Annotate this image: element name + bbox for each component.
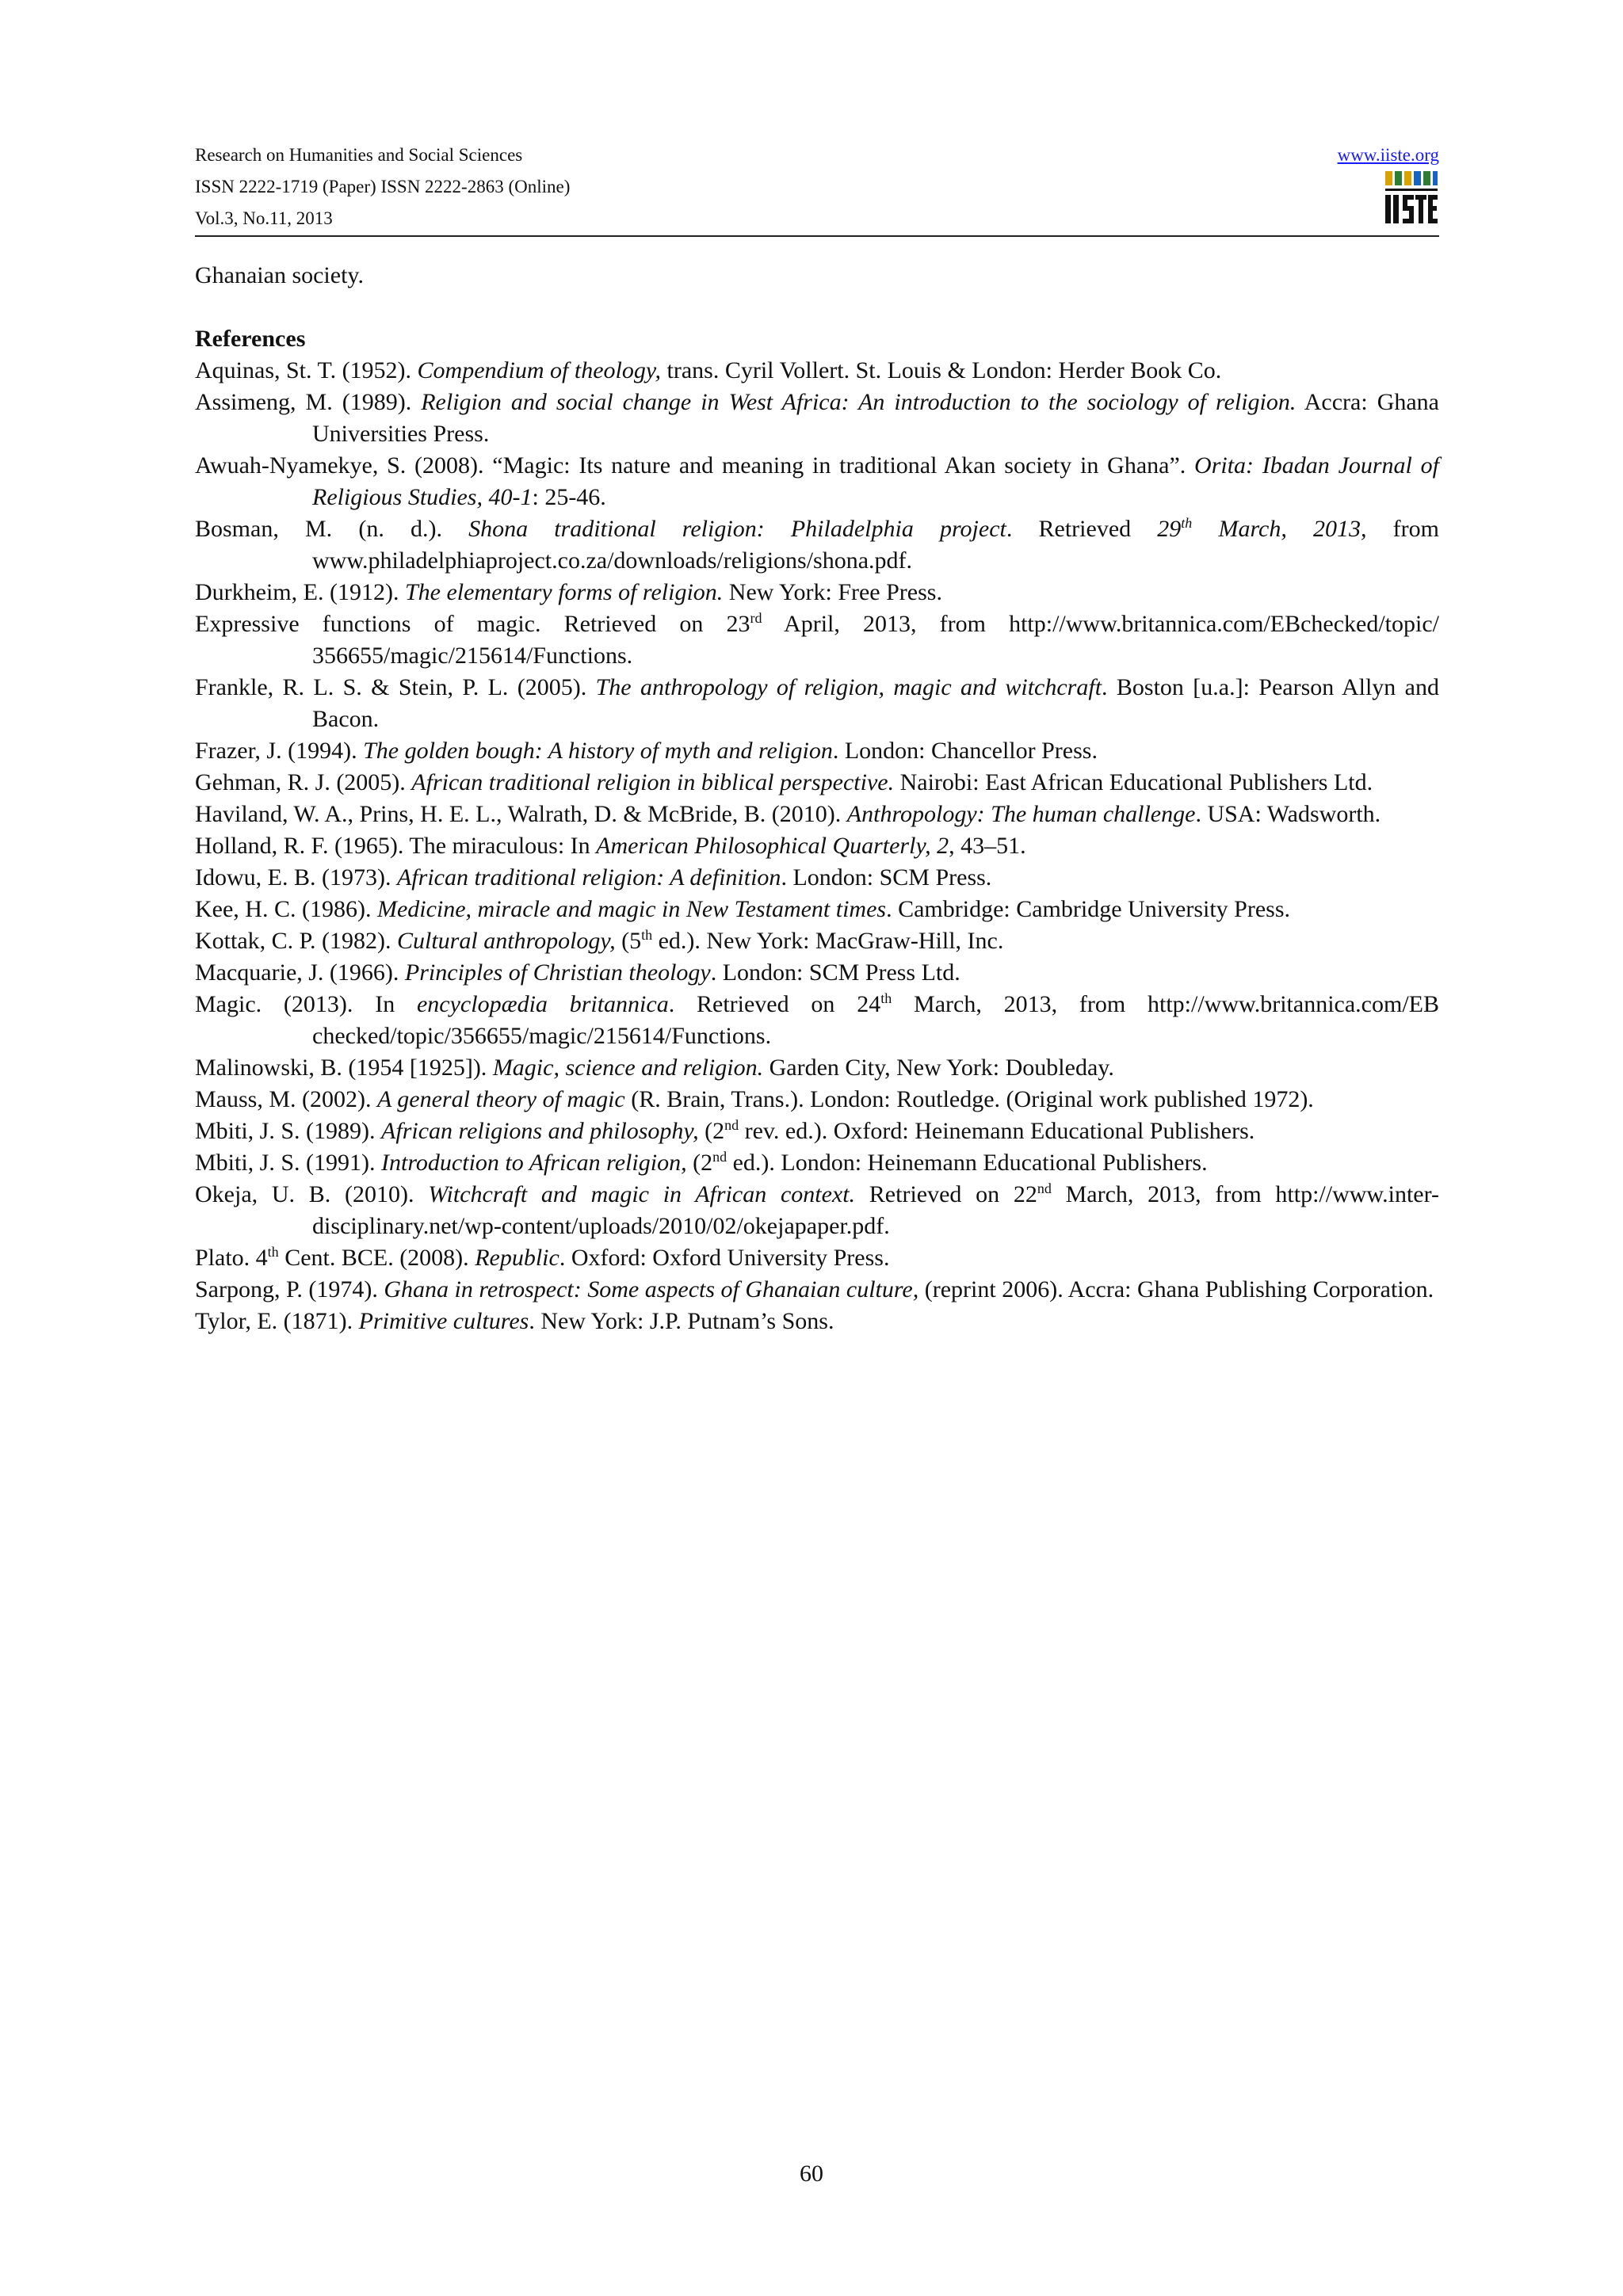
iiste-logo (1384, 170, 1439, 227)
reference-text: Principles of Christian theology (404, 959, 711, 986)
reference-text: Republic (475, 1245, 559, 1271)
reference-text: th (267, 1244, 279, 1260)
reference-entry (195, 1147, 1439, 1179)
reference-text: African religions and philosophy, (381, 1118, 699, 1144)
reference-text: (2 (698, 1118, 725, 1144)
reference-entry (195, 672, 1439, 735)
reference-text: th (1181, 515, 1193, 531)
reference-text: Primitive cultures (358, 1308, 529, 1334)
reference-text: Introduction to African religion, (381, 1150, 687, 1176)
reference-text: Cent. BCE. (2008). (278, 1245, 475, 1271)
reference-text: (R. Brain, Trans.). London: Routledge. (Original work published 1972). (624, 1086, 1314, 1112)
reference-text: encyclopædia britannica (416, 991, 669, 1017)
reference-entry (195, 1242, 1439, 1274)
reference-entry (195, 1306, 1439, 1337)
reference-text: Sarpong, P. (1974). (195, 1276, 384, 1302)
lead-text: Ghanaian society. (195, 262, 364, 288)
journal-name: Research on Humanities and Social Sciences (195, 145, 523, 165)
reference-text: Accra: Ghana Universities Press. (312, 389, 1440, 447)
reference-text: Expressive functions of magic. Retrieved on 23 (195, 611, 750, 637)
reference-text: (reprint 2006). Accra: Ghana Publishing Corporation. (918, 1276, 1434, 1302)
reference-text: Mauss, M. (2002). (195, 1086, 377, 1112)
reference-text: . New York: J.P. Putnam’s Sons. (529, 1308, 834, 1334)
reference-text: . London: Chancellor Press. (832, 738, 1098, 764)
reference-text: rev. ed.). Oxford: Heinemann Educational Publishers. (739, 1118, 1255, 1144)
reference-text: Frankle, R. L. S. & Stein, P. L. (2005). (195, 674, 596, 700)
journal-url-link[interactable]: www.iiste.org (1337, 145, 1439, 165)
reference-text: Plato. 4 (195, 1245, 268, 1271)
reference-text: . Boston [u.a.]: Pearson Allyn and Bacon. (312, 674, 1439, 732)
reference-text: The golden bough: A history of myth and religion (363, 738, 833, 764)
reference-entry (195, 608, 1439, 672)
reference-text: . London: SCM Press Ltd. (710, 959, 960, 986)
reference-text: Holland, R. F. (1965). The miraculous: In (195, 833, 597, 859)
reference-entry (195, 830, 1439, 862)
reference-entry (195, 735, 1439, 767)
reference-entry (195, 767, 1439, 799)
reference-entry (195, 1116, 1439, 1147)
reference-text: Malinowski, B. (1954 [1925]). (195, 1055, 493, 1081)
reference-text: Ghana in retrospect: Some aspects of Ghanaian culture, (384, 1276, 919, 1302)
reference-text: African traditional religion: A definition (396, 864, 781, 891)
reference-entry (195, 1179, 1439, 1242)
reference-text: Retrieved on 22 (855, 1181, 1037, 1207)
reference-text: th (641, 927, 653, 943)
references-title: References (195, 326, 306, 352)
header-rule (195, 235, 1439, 237)
reference-text: Witchcraft and magic in African context. (428, 1181, 856, 1207)
reference-entry (195, 1084, 1439, 1116)
reference-text: Shona traditional religion: Philadelphia project (468, 516, 1006, 542)
reference-text: . Oxford: Oxford University Press. (559, 1245, 890, 1271)
reference-text: Macquarie, J. (1966). (195, 959, 405, 986)
reference-text: Medicine, miracle and magic in New Testament times (376, 896, 887, 922)
reference-text: trans. Cyril Vollert. St. Louis & London: Herder Book Co. (661, 357, 1222, 383)
reference-text: Frazer, J. (1994). (195, 738, 364, 764)
reference-text: Bosman, M. (n. d.). (195, 516, 469, 542)
reference-text: New York: Free Press. (723, 579, 942, 605)
reference-text: th (880, 990, 892, 1006)
reference-text: Idowu, E. B. (1973). (195, 864, 397, 891)
reference-text: March, 2013, (1192, 516, 1367, 542)
reference-text: 29 (1157, 516, 1182, 542)
reference-list (195, 355, 1439, 1337)
reference-text: : 25-46. (532, 484, 606, 510)
reference-text: (5 (615, 928, 642, 954)
reference-text: rd (750, 610, 762, 626)
reference-entry (195, 387, 1439, 450)
reference-text: nd (724, 1117, 739, 1133)
reference-text: American Philosophical Quarterly, 2 (596, 833, 949, 859)
reference-text: March, 2013, from http://www.inter-disciplinary.net/wp-content/uploads/2010/02/okejapaper.pdf. (312, 1181, 1439, 1239)
reference-text: Anthropology: The human challenge (846, 801, 1196, 827)
reference-entry (195, 862, 1439, 894)
reference-text: Garden City, New York: Doubleday. (763, 1055, 1114, 1081)
reference-text: Awuah-Nyamekye, S. (2008). “Magic: Its nature and meaning in traditional Akan society in Ghana”. (195, 452, 1195, 479)
reference-entry (195, 450, 1439, 513)
reference-entry (195, 355, 1439, 387)
reference-text: nd (1037, 1180, 1052, 1196)
reference-text: Okeja, U. B. (2010). (195, 1181, 429, 1207)
reference-text: Mbiti, J. S. (1991). (195, 1150, 382, 1176)
reference-entry (195, 894, 1439, 925)
reference-text: March, 2013, from http://www.britannica.com/EB checked/topic/356655/magic/215614/Functions. (312, 991, 1439, 1049)
reference-entry (195, 1052, 1439, 1084)
reference-text: Tylor, E. (1871). (195, 1308, 359, 1334)
reference-text: ed.). London: Heinemann Educational Publishers. (727, 1150, 1208, 1176)
reference-text: . London: SCM Press. (781, 864, 992, 891)
reference-text: A general theory of magic (377, 1086, 625, 1112)
reference-entry (195, 513, 1439, 577)
page-body (195, 260, 1439, 1337)
reference-text: Kee, H. C. (1986). (195, 896, 377, 922)
reference-text: April, 2013, from http://www.britannica.com/EBchecked/topic/ 356655/magic/215614/Functions. (312, 611, 1439, 669)
reference-text: , 43–51. (949, 833, 1026, 859)
reference-text: Magic, science and religion. (492, 1055, 764, 1081)
reference-entry (195, 1274, 1439, 1306)
reference-text: Nairobi: East African Educational Publishers Ltd. (894, 769, 1373, 795)
reference-text: nd (712, 1149, 727, 1165)
reference-text: Gehman, R. J. (2005). (195, 769, 412, 795)
reference-text: Orita: Ibadan Journal of Religious Studies, 40-1 (312, 452, 1439, 510)
reference-text: Kottak, C. P. (1982). (195, 928, 397, 954)
reference-entry (195, 577, 1439, 608)
reference-text: (2 (686, 1150, 713, 1176)
reference-text: Magic. (2013). In (195, 991, 417, 1017)
reference-entry (195, 957, 1439, 989)
page-number: 60 (800, 2161, 823, 2187)
reference-entry (195, 799, 1439, 830)
reference-entry (195, 989, 1439, 1052)
journal-volume: Vol.3, No.11, 2013 (195, 208, 333, 228)
reference-text: . Retrieved (1006, 516, 1158, 542)
reference-text: Aquinas, St. T. (1952). (195, 357, 418, 383)
reference-text: Compendium of theology, (417, 357, 662, 383)
reference-text: Cultural anthropology, (397, 928, 616, 954)
reference-text: . USA: Wadsworth. (1195, 801, 1381, 827)
reference-text: Religion and social change in West Africa: An introduction to the sociology of religion. (421, 389, 1296, 415)
reference-text: . Cambridge: Cambridge University Press. (886, 896, 1291, 922)
journal-issn: ISSN 2222-1719 (Paper) ISSN 2222-2863 (Online) (195, 177, 571, 196)
reference-text: The anthropology of religion, magic and witchcraft (595, 674, 1102, 700)
reference-entry (195, 925, 1439, 957)
reference-text: Durkheim, E. (1912). (195, 579, 405, 605)
reference-text: ed.). New York: MacGraw-Hill, Inc. (652, 928, 1004, 954)
reference-text: . Retrieved on 24 (668, 991, 881, 1017)
reference-text: Mbiti, J. S. (1989). (195, 1118, 382, 1144)
reference-text: Assimeng, M. (1989). (195, 389, 422, 415)
reference-text: African traditional religion in biblical perspective. (411, 769, 895, 795)
journal-header (195, 139, 570, 235)
reference-text: Haviland, W. A., Prins, H. E. L., Walrath, D. & McBride, B. (2010). (195, 801, 847, 827)
reference-text: The elementary forms of religion. (404, 579, 724, 605)
reference-text: from www.philadelphiaproject.co.za/downloads/religions/shona.pdf. (312, 516, 1439, 574)
